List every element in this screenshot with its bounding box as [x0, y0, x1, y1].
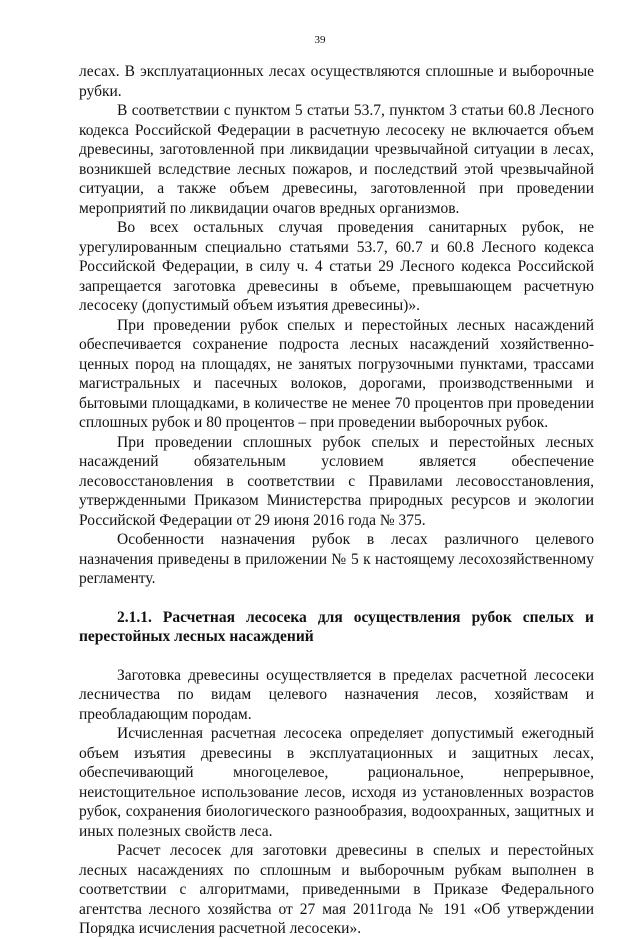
paragraph-undergrowth-preservation: При проведении рубок спелых и перестойных лесных насаждений обеспечивается сохранение подроста лесных насаждений хозяйственно-ценных пород на площадях, не занятых погрузочными пунктами, трассами магистральных и пасечных волоков, дорогами, производственными и бытовыми площадками, в количестве не менее 70 процентов при проведении сплошных рубок и 80 процентов – при проведении выборочных рубок.: [79, 316, 594, 431]
paragraph-annual-volume: Исчисленная расчетная лесосека определяет допустимый ежегодный объем изъятия древесины в эксплуатационных и защитных лесах, обеспечивающий многоцелевое, рациональное, непрерывное, неистощительное использование лесов, исходя из установленных возрастов рубок, сохранения биологического разнообразия, водоохранных, защитных и иных полезных свойств леса.: [79, 725, 594, 840]
paragraph-appendix-reference: Особенности назначения рубок в лесах различного целевого назначения приведены в приложении № 5 к настоящему лесохозяйственному регламенту.: [79, 531, 594, 587]
paragraph-calculation-method: Расчет лесосек для заготовки древесины в спелых и перестойных лесных насаждениях по сплошным и выборочным рубкам выполнен в соответствии с алгоритмами, приведенными в Приказе Федерального агентства лесного хозяйства от 27 мая 2011года № 191 «Об утверждении Порядка исчисления расчетной лесосеки».: [79, 842, 594, 937]
paragraph-continuation: лесах. В эксплуатационных лесах осуществляются сплошные и выборочные рубки.: [79, 63, 594, 100]
document-body: [79, 62, 594, 939]
paragraph-timber-harvesting: Заготовка древесины осуществляется в пределах расчетной лесосеки лесничества по видам целевого назначения лесов, хозяйствам и преобладающим породам.: [79, 666, 594, 723]
paragraph-calculated-cutting-area-exclusions: В соответствии с пунктом 5 статьи 53.7, пунктом 3 статьи 60.8 Лесного кодекса Российской Федерации в расчетную лесосеку не включается объем древесины, заготовленной при ликвидации чрезвычайной ситуации в лесах, возникшей вследствие лесных пожаров, и последствий этой чрезвычайной ситуации, а также объем древесины, заготовленной при проведении мероприятий по ликвидации очагов вредных организмов.: [79, 102, 594, 217]
paragraph-sanitary-cutting: Во всех остальных случая проведения санитарных рубок, не урегулированным специально статьями 53.7, 60.7 и 60.8 Лесного кодекса Российской Федерации, в силу ч. 4 статьи 29 Лесного кодекса Российской запрещается заготовка древесины в объеме, превышающем расчетную лесосеку (допустимый объем изъятия древесины)».: [79, 219, 594, 314]
section-heading: 2.1.1. Расчетная лесосека для осуществления рубок спелых и перестойных лесных насаждений: [79, 608, 594, 645]
paragraph-reforestation-requirement: При проведении сплошных рубок спелых и перестойных лесных насаждений обязательным условием является обеспечение лесовосстановления в соответствии с Правилами лесовосстановления, утвержденными Приказом Министерства природных ресурсов и экологии Российской Федерации от 29 июня 2016 года № 375.: [79, 433, 594, 529]
page-number: 39: [314, 34, 326, 46]
